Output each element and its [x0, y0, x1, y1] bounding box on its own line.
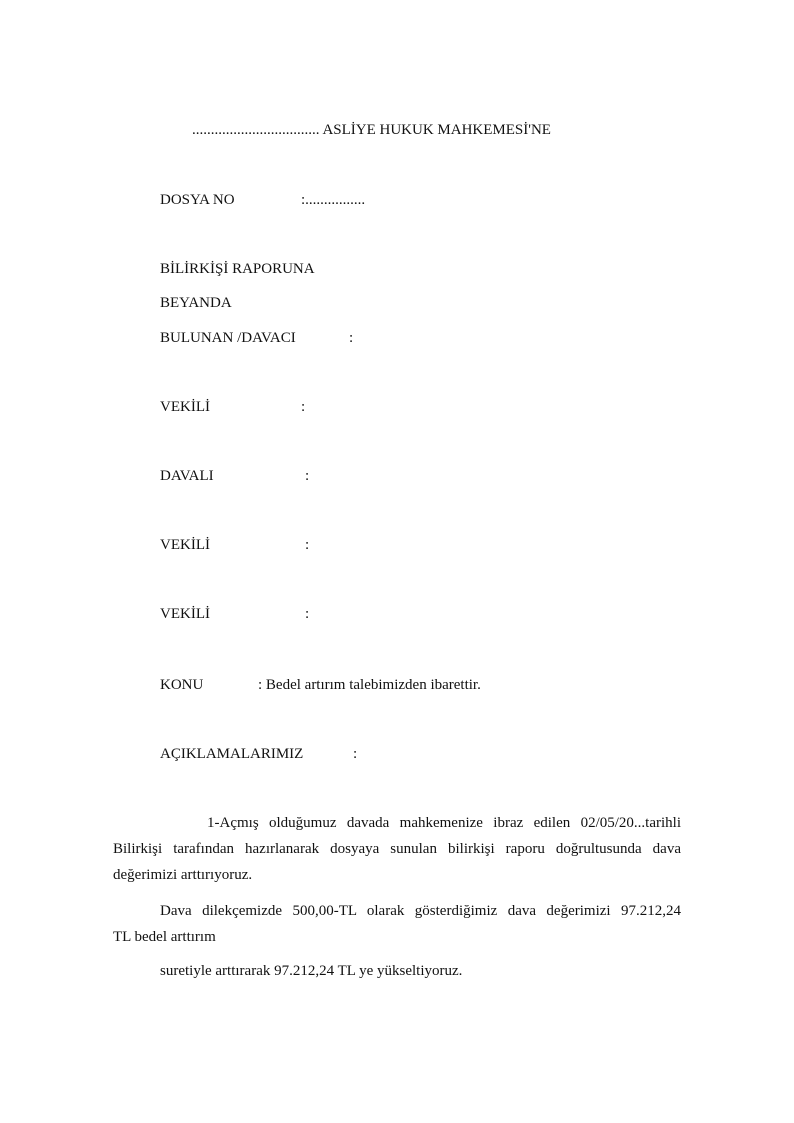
- davali-label: DAVALI: [160, 468, 214, 484]
- vekili-label-3: VEKİLİ: [160, 606, 210, 622]
- davali-colon: :: [305, 468, 310, 484]
- aciklamalar-colon: :: [353, 746, 358, 762]
- paragraph-2-line-1: Dava dilekçemizde 500,00-TL olarak gösterdiğimiz dava değerimizi 97.212,24: [160, 903, 681, 919]
- court-heading: [192, 123, 551, 138]
- dosya-no-value: :................: [301, 192, 366, 208]
- vekili-label-2: VEKİLİ: [160, 537, 210, 553]
- konu-label: KONU: [160, 677, 204, 693]
- vekili-label-1: VEKİLİ: [160, 399, 210, 415]
- paragraph-1-line-2: Bilirkişi tarafından hazırlanarak dosyaya sunulan bilirkişi raporu doğrultusunda dava: [113, 841, 681, 857]
- konu-value: : Bedel artırım talebimizden ibarettir.: [258, 677, 481, 693]
- paragraph-1-line-3: değerimizi arttırıyoruz.: [113, 867, 253, 883]
- paragraph-2-line-2: TL bedel arttırım: [113, 929, 216, 945]
- paragraph-1-line-1: 1-Açmış olduğumuz davada mahkemenize ibraz edilen 02/05/20...tarihli: [207, 815, 681, 831]
- aciklamalar-label: AÇIKLAMALARIMIZ: [160, 746, 304, 762]
- vekili-colon-3: :: [305, 606, 310, 622]
- paragraph-2: [113, 898, 681, 950]
- bulunan-davaci-label: BULUNAN /DAVACI: [160, 330, 296, 346]
- bulunan-davaci-colon: :: [349, 330, 354, 346]
- paragraph-3: suretiyle arttırarak 97.212,24 TL ye yükseltiyoruz.: [160, 963, 463, 979]
- court-heading-text: ASLİYE HUKUK MAHKEMESİ'NE: [322, 122, 551, 138]
- bilirkisi-label-line1: BİLİRKİŞİ RAPORUNA: [160, 261, 315, 277]
- dosya-no-label: DOSYA NO: [160, 192, 235, 208]
- vekili-colon-1: :: [301, 399, 306, 415]
- court-heading-dots: ..................................: [192, 122, 320, 138]
- bilirkisi-label-line2: BEYANDA: [160, 295, 232, 311]
- vekili-colon-2: :: [305, 537, 310, 553]
- paragraph-1: [113, 810, 681, 888]
